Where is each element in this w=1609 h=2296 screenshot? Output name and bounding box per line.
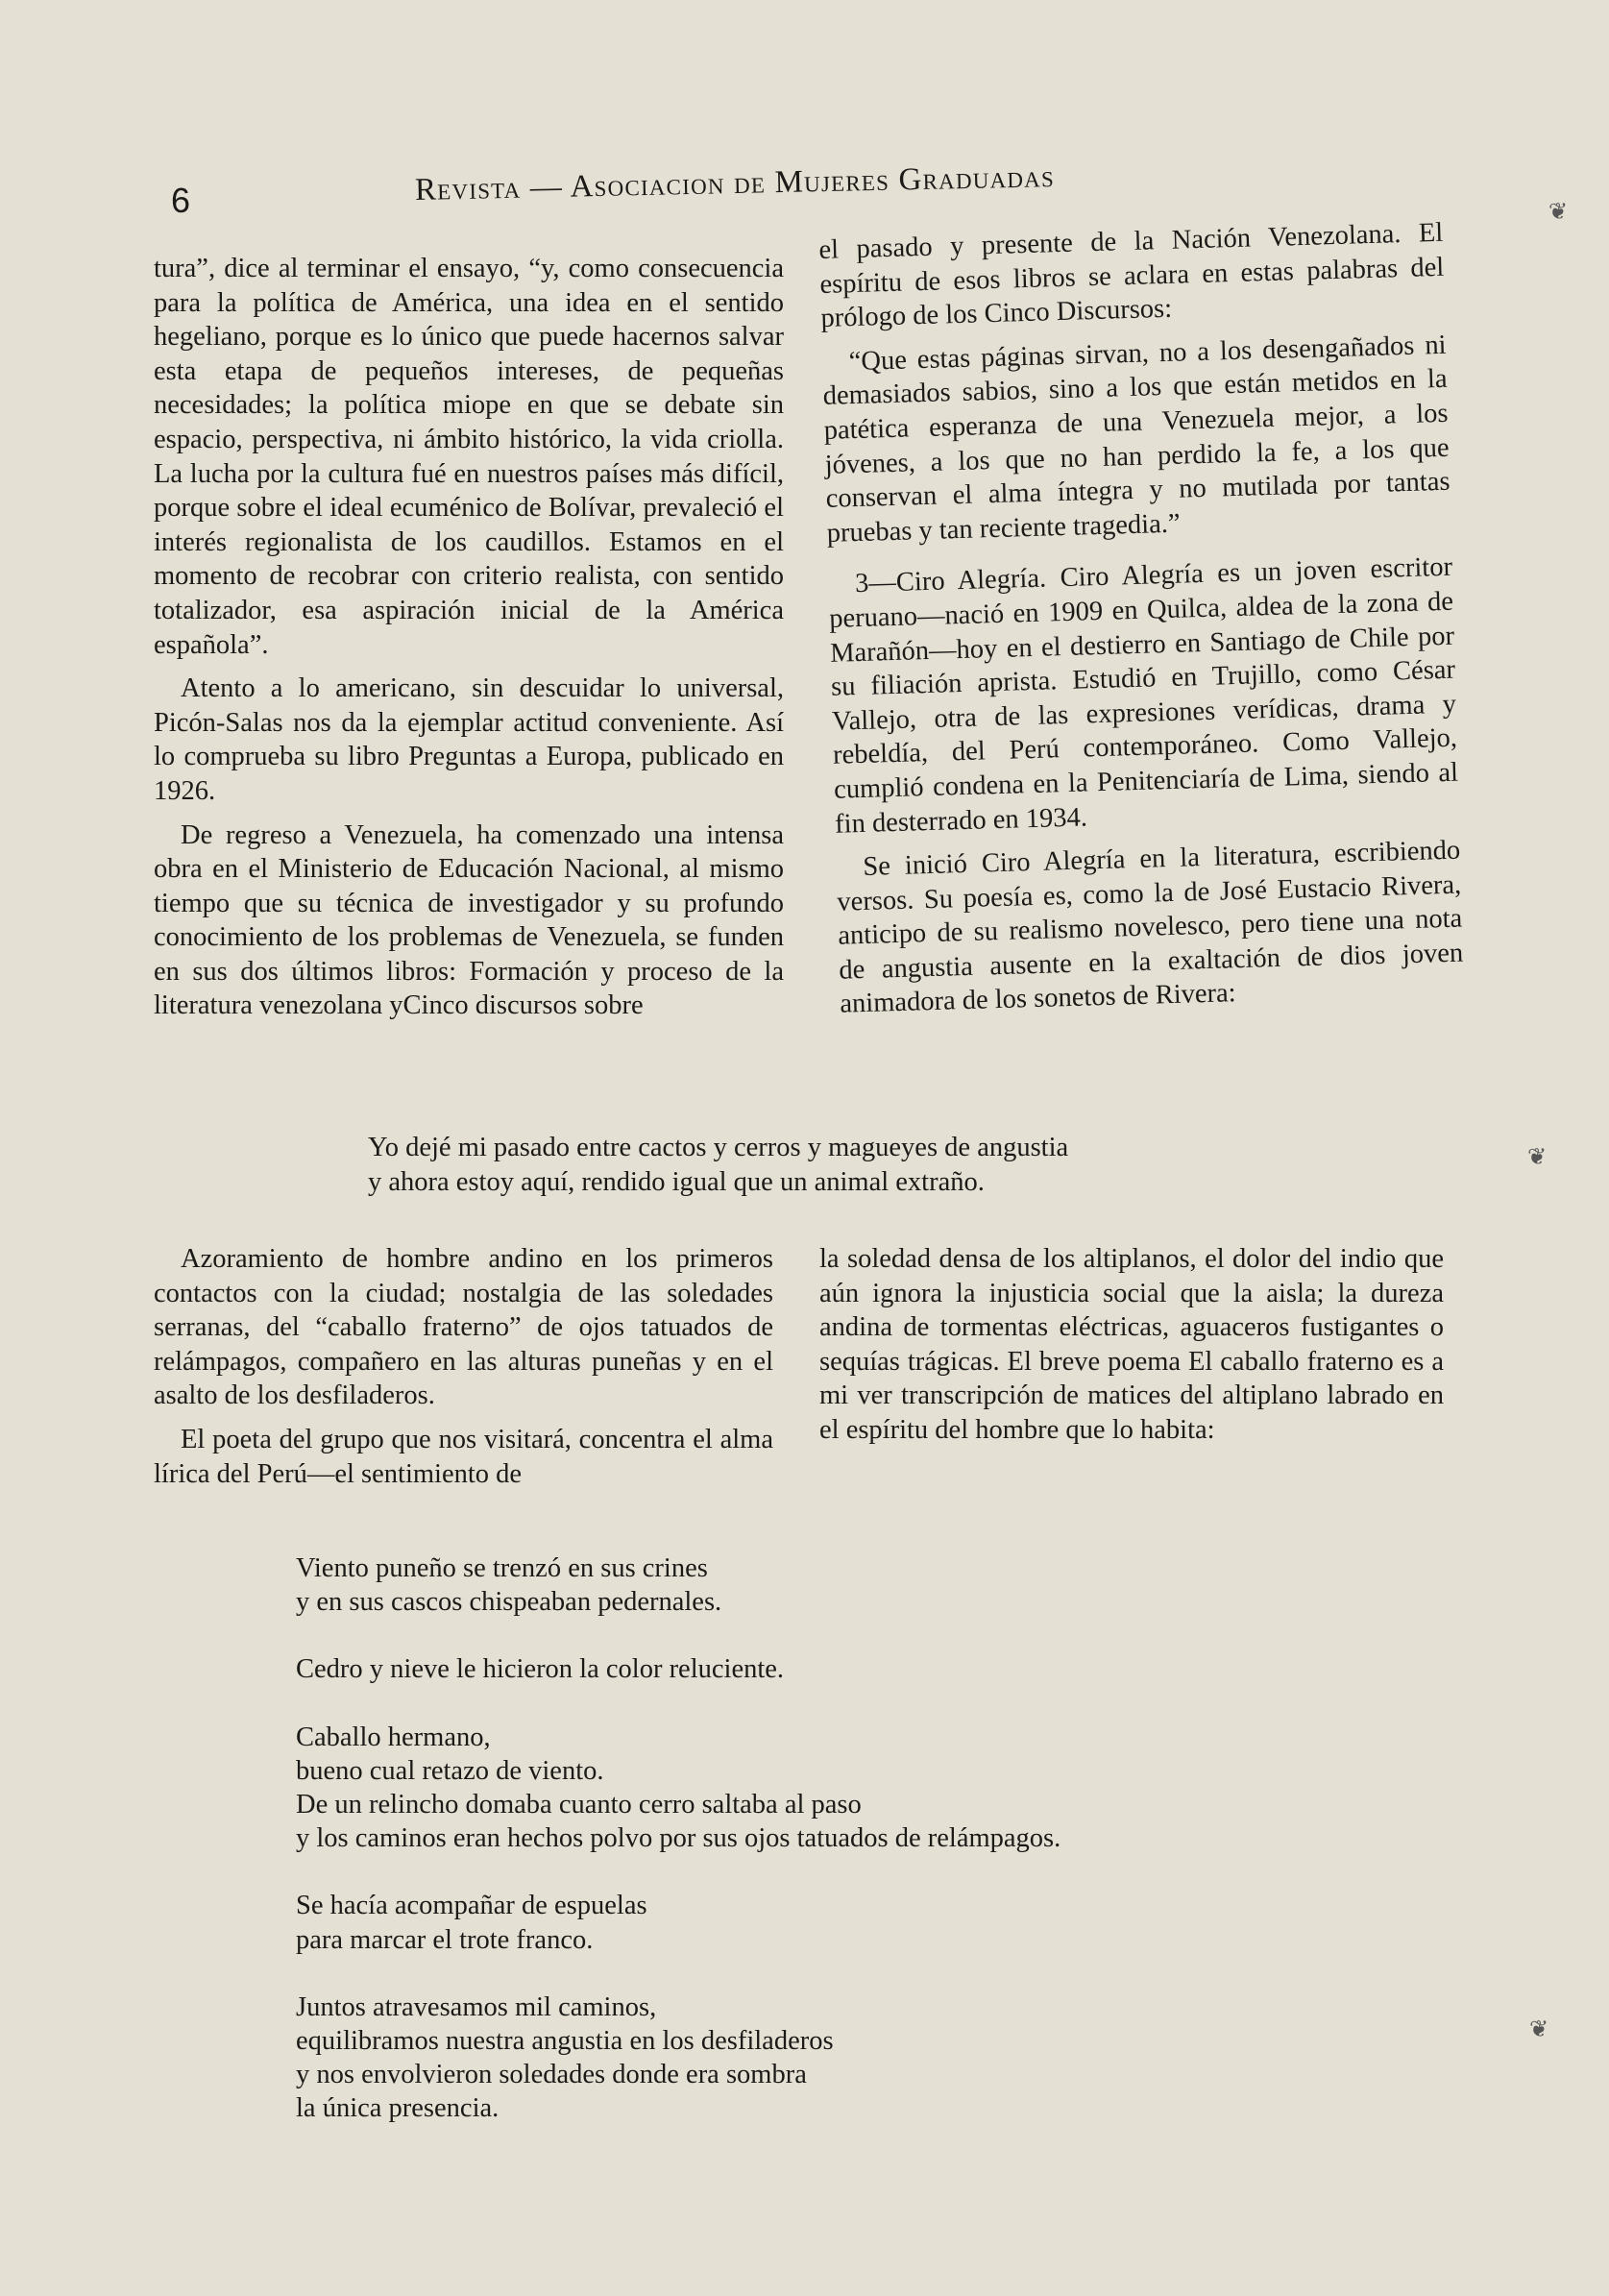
poem-stanza <box>296 1889 1060 1956</box>
binding-mark-icon: ❦ <box>1548 200 1569 225</box>
left-paragraph-3: De regreso a Venezuela, ha comenzado una intensa obra en el Ministerio de Educación Nacional, al mismo tiempo que su técnica de investigador y su profundo conocimiento de los problemas de Venezuela, se funden en sus dos últimos libros: Formación y proceso de la literatura venezolana yCinco discursos sobre <box>154 819 784 1021</box>
poem-stanza <box>296 1652 1060 1686</box>
poem-line: Caballo hermano, <box>296 1722 491 1752</box>
prose-left-paragraph-1: Azoramiento de hombre andino en los primeros contactos con la ciudad; nostalgia de las soledades serranas, del “caballo fraterno” de ojos tatuados de relámpagos, compañero en las alturas puneñas y en el asalto de los desfiladeros. <box>154 1244 773 1411</box>
right-paragraph-1: el pasado y presente de la Nación Venezolana. El espíritu de esos libros se aclara en estas palabras del prólogo de los Cinco Discursos: <box>818 217 1445 334</box>
right-paragraph-4: Se inició Ciro Alegría en la literatura, escribiendo versos. Su poesía es, como la de José Eustacio Rivera, anticipo de su realismo novelesco, pero tiene una nota de angustia ausente en la exaltación de dios joven animadora de los sonetos de Rivera: <box>837 835 1464 1020</box>
poem-line: y los caminos eran hechos polvo por sus ojos tatuados de relámpagos. <box>296 1823 1061 1854</box>
left-paragraph-1: tura”, dice al terminar el ensayo, “y, como consecuencia para la política de América, una idea en el sentido hegeliano, porque es lo único que puede hacernos salvar esta etapa de pequeños intereses, de pequeñas necesidades; la política miope en que se debate sin espacio, perspectiva, ni ámbito histórico, la vida criolla. La lucha por la cultura fué en nuestros países más difícil, porque sobre el ideal ecuménico de Bolívar, prevaleció el interés regionalista de los caudillos. Estamos en el momento de recobrar con criterio realista, con sentido totalizador, esa aspiración inicial de la América española”. <box>154 254 784 660</box>
page-number: 6 <box>171 181 191 220</box>
poem-line: Se hacía acompañar de espuelas <box>296 1891 647 1921</box>
binding-mark-icon: ❦ <box>1527 1145 1548 1170</box>
right-paragraph-3: 3—Ciro Alegría. Ciro Alegría es un joven escritor peruano—nació en 1909 en Quilca, aldea de la zona de Marañón—hoy en el destierro en Santiago de Chile por su filiación aprista. Estudió en Trujillo, como César Vallejo, otra de las expresiones verídicas, drama y rebeldía, del Perú contemporáneo. Como Vallejo, cumplió condena en la Penitenciaría de Lima, siendo al fin desterrado en 1934. <box>828 552 1459 840</box>
poem-stanza <box>296 1991 1060 2126</box>
verse-line: Yo dejé mi pasado entre cactos y cerros y magueyes de angustia <box>368 1133 1069 1162</box>
poem-line: y nos envolvieron soledades donde era sombra <box>296 2060 807 2090</box>
prose-left-paragraph-2: El poeta del grupo que nos visitará, concentra el alma lírica del Perú—el sentimiento de <box>154 1424 773 1489</box>
verse-line: y ahora estoy aquí, rendido igual que un animal extraño. <box>368 1167 985 1197</box>
poem-line: Cedro y nieve le hicieron la color reluciente. <box>296 1654 785 1685</box>
left-column <box>154 252 784 1023</box>
poem-line: para marcar el trote franco. <box>296 1924 594 1955</box>
poem-el-caballo-fraterno <box>296 1551 1060 2160</box>
right-paragraph-2: “Que estas páginas sirvan, no a los desengañados ni demasiados sabios, sino a los que están metidos en la patética esperanza de una Venezuela mejor, a los jóvenes, a los que no han perdido la fe, a los que conservan el alma íntegra y no mutilada por tantas pruebas y tan reciente tragedia.” <box>822 330 1451 549</box>
poem-stanza <box>296 1551 1060 1619</box>
poem-line: bueno cual retazo de viento. <box>296 1755 604 1786</box>
poem-line: y en sus cascos chispeaban pedernales. <box>296 1587 722 1618</box>
poem-line: Juntos atravesamos mil caminos, <box>296 1991 657 2022</box>
running-head: Revista — Asociacion de Mujeres Graduadas <box>414 159 1056 208</box>
prose-right-paragraph-1: la soledad densa de los altiplanos, el dolor del indio que aún ignora la injusticia social que la aisla; la dureza andina de tormentas eléctricas, aguaceros fustigantes o sequías trágicas. El breve poema El caballo fraterno es a mi ver transcripción de matices del altiplano labrado en el espíritu del hombre que lo habita: <box>819 1244 1444 1445</box>
poem-line: la única presencia. <box>296 2093 500 2124</box>
poem-stanza <box>296 1721 1060 1856</box>
poem-line: De un relincho domaba cuanto cerro saltaba al paso <box>296 1790 862 1820</box>
verse-quote <box>368 1131 1068 1200</box>
poem-line: Viento puneño se trenzó en sus crines <box>296 1553 708 1583</box>
poem-line: equilibramos nuestra angustia en los desfiladeros <box>296 2026 834 2057</box>
prose-left-column <box>154 1242 773 1491</box>
right-column <box>818 216 1465 1022</box>
left-paragraph-2: Atento a lo americano, sin descuidar lo universal, Picón-Salas nos da la ejemplar actitud conveniente. Así lo comprueba su libro Preguntas a Europa, publicado en 1926. <box>154 673 784 806</box>
prose-right-column <box>819 1242 1444 1448</box>
binding-mark-icon: ❦ <box>1529 2017 1549 2042</box>
